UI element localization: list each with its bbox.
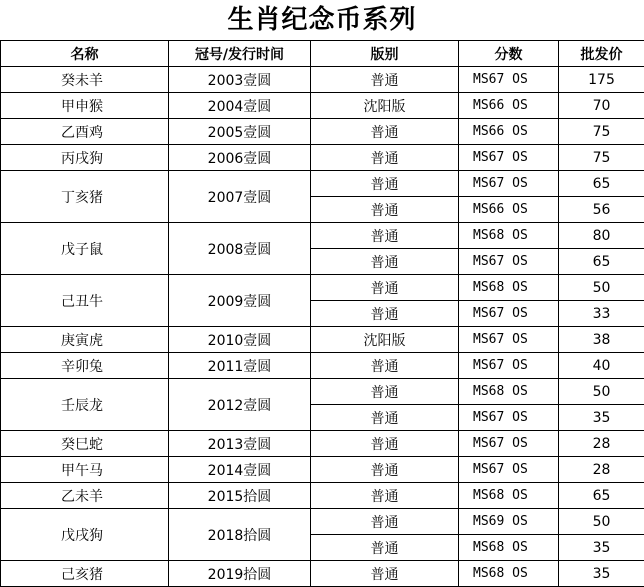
coin-name-cell: 辛卯兔 [1, 353, 169, 379]
serial-year-cell: 2005壹圆 [169, 119, 311, 145]
serial-year-cell: 2019拾圆 [169, 561, 311, 587]
grade-cell: MS68 OS [459, 561, 559, 587]
table-row [1, 561, 644, 587]
version-cell: 普通 [311, 561, 459, 587]
price-cell: 28 [559, 431, 644, 457]
version-cell: 普通 [311, 275, 459, 301]
table-row [1, 379, 644, 405]
grade-cell: MS67 OS [459, 145, 559, 171]
serial-year-cell: 2018拾圆 [169, 509, 311, 561]
price-cell: 50 [559, 509, 644, 535]
price-cell: 56 [559, 197, 644, 223]
coin-name-cell: 甲午马 [1, 457, 169, 483]
version-cell: 普通 [311, 379, 459, 405]
grade-cell: MS66 OS [459, 197, 559, 223]
price-cell: 65 [559, 483, 644, 509]
serial-year-cell: 2004壹圆 [169, 93, 311, 119]
version-cell: 普通 [311, 431, 459, 457]
grade-cell: MS68 OS [459, 379, 559, 405]
price-cell: 75 [559, 145, 644, 171]
grade-cell: MS66 OS [459, 93, 559, 119]
version-cell: 普通 [311, 67, 459, 93]
price-cell: 50 [559, 379, 644, 405]
serial-year-cell: 2003壹圆 [169, 67, 311, 93]
sheet-title: 生肖纪念币系列 [227, 5, 417, 35]
table-row [1, 483, 644, 509]
price-cell: 35 [559, 535, 644, 561]
price-cell: 28 [559, 457, 644, 483]
version-cell: 普通 [311, 509, 459, 535]
serial-year-cell: 2007壹圆 [169, 171, 311, 223]
price-cell: 75 [559, 119, 644, 145]
coin-price-table [0, 40, 644, 587]
serial-year-cell: 2008壹圆 [169, 223, 311, 275]
version-cell: 普通 [311, 223, 459, 249]
table-body [1, 67, 644, 587]
grade-cell: MS68 OS [459, 483, 559, 509]
grade-cell: MS68 OS [459, 275, 559, 301]
coin-name-cell: 癸巳蛇 [1, 431, 169, 457]
table-row [1, 93, 644, 119]
header-name: 名称 [1, 41, 169, 67]
grade-cell: MS68 OS [459, 535, 559, 561]
grade-cell: MS67 OS [459, 353, 559, 379]
grade-cell: MS69 OS [459, 509, 559, 535]
price-cell: 50 [559, 275, 644, 301]
version-cell: 普通 [311, 483, 459, 509]
serial-year-cell: 2011壹圆 [169, 353, 311, 379]
serial-year-cell: 2006壹圆 [169, 145, 311, 171]
grade-cell: MS67 OS [459, 249, 559, 275]
price-cell: 65 [559, 171, 644, 197]
table-row [1, 275, 644, 301]
grade-cell: MS67 OS [459, 405, 559, 431]
version-cell: 普通 [311, 249, 459, 275]
coin-name-cell: 癸未羊 [1, 67, 169, 93]
version-cell: 普通 [311, 457, 459, 483]
coin-name-cell: 戊子鼠 [1, 223, 169, 275]
coin-name-cell: 乙酉鸡 [1, 119, 169, 145]
price-cell: 65 [559, 249, 644, 275]
header-serial: 冠号/发行时间 [169, 41, 311, 67]
version-cell: 普通 [311, 145, 459, 171]
coin-name-cell: 己亥猪 [1, 561, 169, 587]
coin-name-cell: 甲申猴 [1, 93, 169, 119]
coin-name-cell: 庚寅虎 [1, 327, 169, 353]
coin-name-cell: 戊戌狗 [1, 509, 169, 561]
serial-year-cell: 2010壹圆 [169, 327, 311, 353]
price-cell: 35 [559, 405, 644, 431]
version-cell: 沈阳版 [311, 327, 459, 353]
price-cell: 175 [559, 67, 644, 93]
version-cell: 普通 [311, 405, 459, 431]
coin-name-cell: 丙戌狗 [1, 145, 169, 171]
grade-cell: MS66 OS [459, 119, 559, 145]
price-cell: 70 [559, 93, 644, 119]
header-grade: 分数 [459, 41, 559, 67]
header-row [1, 41, 644, 67]
price-cell: 35 [559, 561, 644, 587]
table-row [1, 223, 644, 249]
coin-name-cell: 壬辰龙 [1, 379, 169, 431]
version-cell: 普通 [311, 197, 459, 223]
serial-year-cell: 2015拾圆 [169, 483, 311, 509]
serial-year-cell: 2014壹圆 [169, 457, 311, 483]
version-cell: 沈阳版 [311, 93, 459, 119]
coin-name-cell: 乙未羊 [1, 483, 169, 509]
version-cell: 普通 [311, 535, 459, 561]
table-row [1, 171, 644, 197]
grade-cell: MS67 OS [459, 301, 559, 327]
serial-year-cell: 2013壹圆 [169, 431, 311, 457]
price-cell: 80 [559, 223, 644, 249]
table-row [1, 457, 644, 483]
table-row [1, 67, 644, 93]
grade-cell: MS67 OS [459, 327, 559, 353]
header-version: 版别 [311, 41, 459, 67]
grade-cell: MS68 OS [459, 223, 559, 249]
grade-cell: MS67 OS [459, 67, 559, 93]
grade-cell: MS67 OS [459, 457, 559, 483]
table-row [1, 145, 644, 171]
table-row [1, 119, 644, 145]
version-cell: 普通 [311, 353, 459, 379]
price-cell: 33 [559, 301, 644, 327]
header-price: 批发价 [559, 41, 644, 67]
grade-cell: MS67 OS [459, 431, 559, 457]
grade-cell: MS67 OS [459, 171, 559, 197]
table-row [1, 431, 644, 457]
serial-year-cell: 2009壹圆 [169, 275, 311, 327]
table-row [1, 353, 644, 379]
price-cell: 40 [559, 353, 644, 379]
version-cell: 普通 [311, 301, 459, 327]
coin-name-cell: 己丑牛 [1, 275, 169, 327]
coin-name-cell: 丁亥猪 [1, 171, 169, 223]
price-cell: 38 [559, 327, 644, 353]
serial-year-cell: 2012壹圆 [169, 379, 311, 431]
table-row [1, 509, 644, 535]
version-cell: 普通 [311, 171, 459, 197]
table-row [1, 327, 644, 353]
version-cell: 普通 [311, 119, 459, 145]
